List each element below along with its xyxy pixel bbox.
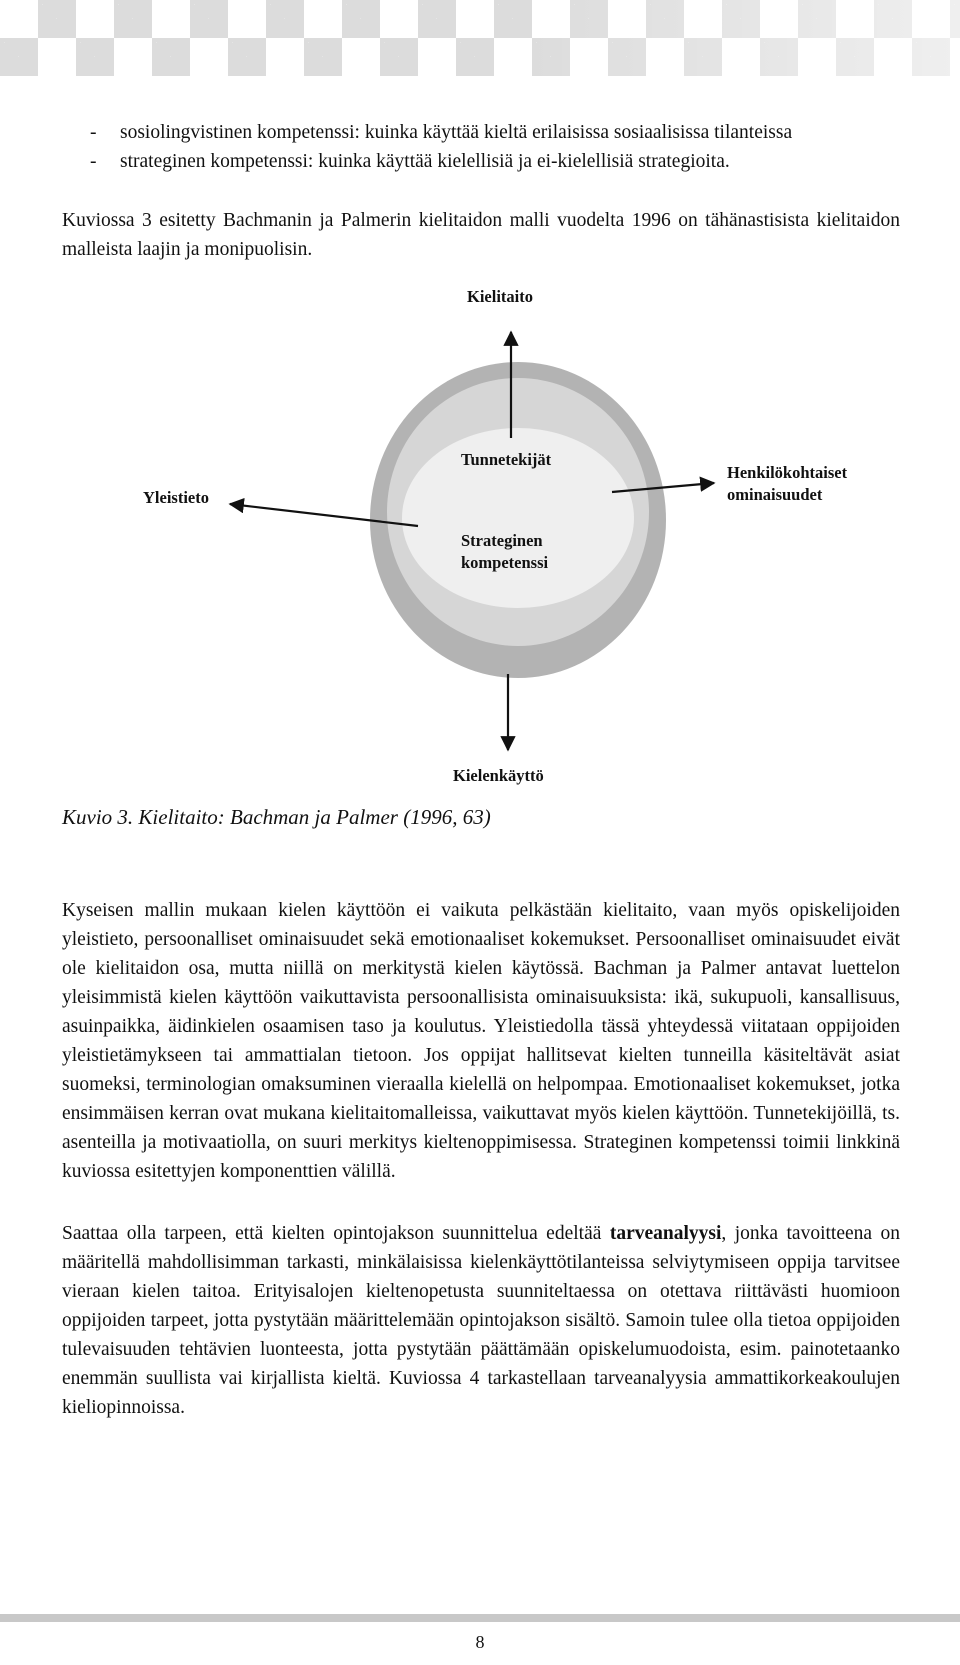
paragraph-3-end: , jonka tavoitteena on määritellä mahdollisimman tarkasti, minkälaisissa kielenkäyttötilanteissa selviytymiseen oppija tarvitsee vieraan kielen taitoa. Erityisalojen kieltenopetusta suunniteltaessa on otettava riittävästi huomioon oppijoiden tarpeet, jotta pystytään määrittelemään opintojakson sisältö. Samoin tulee olla tietoa oppijoiden tulevaisuuden tehtävien luonteesta, jotta pystytään päättämään opiskelumuodoista, esim. painotetaanko enemmän suullista vai kirjallista kieltä. Kuviossa 4 tarkastellaan tarveanalyysia ammattikorkeakoulujen kieliopinnoissa. <box>62 1223 900 1418</box>
intro-paragraph: Kuviossa 3 esitetty Bachmanin ja Palmerin kielitaidon malli vuodelta 1996 on tähänastisista kielitaidon malleista laajin ja monipuolisin. <box>62 210 900 260</box>
bullet-item: - sosiolingvistinen kompetenssi: kuinka käyttää kieltä erilaisissa sosiaalisissa tilanteissa <box>90 118 910 147</box>
bullet-list <box>90 118 910 176</box>
paragraph-3-start: Saattaa olla tarpeen, että kielten opintojakson suunnittelua edeltää <box>62 1223 610 1244</box>
label-henkilokohtaiset <box>727 462 847 506</box>
term-tarveanalyysi: tarveanalyysi <box>609 1223 722 1244</box>
paragraph-3 <box>62 1219 900 1422</box>
label-line: kompetenssi <box>461 553 549 572</box>
figure-caption: Kuvio 3. Kielitaito: Bachman ja Palmer (1996, 63) <box>62 805 491 829</box>
label-kielenkaytto: Kielenkäyttö <box>453 766 544 785</box>
header-fade <box>0 0 960 76</box>
label-line: ominaisuudet <box>727 485 823 504</box>
label-line: Henkilökohtaiset <box>727 463 848 482</box>
label-strateginen-kompetenssi <box>461 530 548 574</box>
footer-bar <box>0 1614 960 1622</box>
page-number: 8 <box>475 1632 485 1652</box>
label-tunnetekijat: Tunnetekijät <box>461 450 552 469</box>
kielitaito-diagram <box>0 287 960 810</box>
bullet-item: - strateginen kompetenssi: kuinka käyttää kielellisiä ja ei-kielellisiä strategioita. <box>90 147 910 176</box>
paragraph-2: Kyseisen mallin mukaan kielen käyttöön ei vaikuta pelkästään kielitaito, vaan myös opiskelijoiden yleistieto, persoonalliset ominaisuudet sekä emotionaaliset kokemukset. Persoonalliset ominaisuudet eivät ole kielitaidon osa, mutta niillä on merkitystä kielen käytössä. Bachman ja Palmer antavat luettelon yleisimmistä kielen käyttöön vaikuttavista persoonallisista ominaisuuksista: ikä, sukupuoli, kansallisuus, asuinpaikka, äidinkielen osaamisen taso ja koulutus. Yleistiedolla tässä yhteydessä viitataan oppijoiden yleistietämykseen tai ammattialan tietoon. Jos oppijat hallitsevat kielten tunneilla käsiteltävät asiat suomeksi, terminologian omaksuminen vieraalla kielellä on helpompaa. Emotionaaliset kokemukset, jotka ensimmäisen kerran ovat mukana kielitaitomalleissa, vaikuttavat myös kielen käyttöön. Tunnetekijöillä, ts. asenteilla ja motivaatiolla, on suuri merkitys kieltenoppimisessa. Strateginen kompetenssi toimii linkkinä kuviossa esitettyjen komponenttien välillä. <box>62 900 900 1182</box>
label-kielitaito: Kielitaito <box>467 287 533 306</box>
label-line: Strateginen <box>461 531 543 550</box>
label-yleistieto: Yleistieto <box>143 488 209 507</box>
